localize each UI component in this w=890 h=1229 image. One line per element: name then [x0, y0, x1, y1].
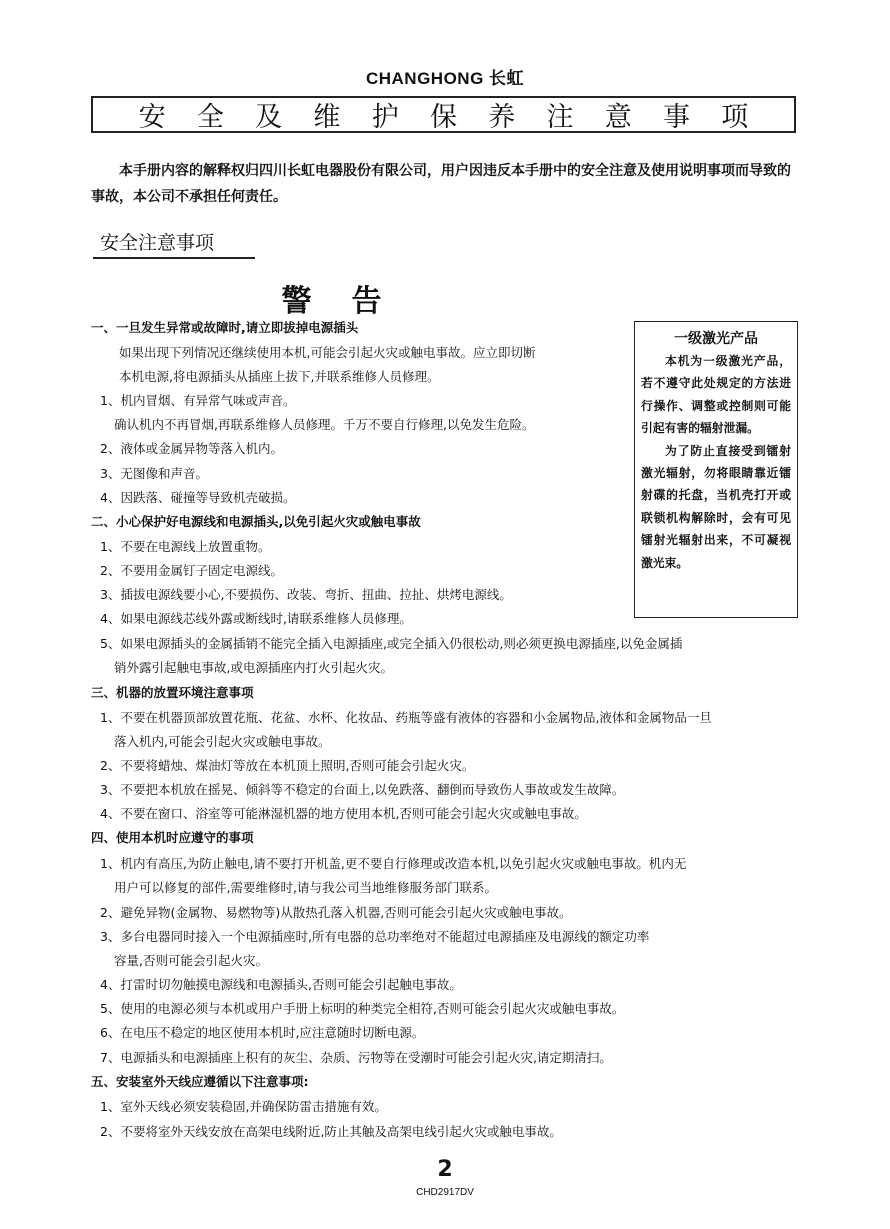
- list-item: 1、机内冒烟、有异常气味或声音。: [100, 393, 296, 408]
- title-char: 维: [313, 102, 341, 133]
- laser-notice-paragraph: 为了防止直接受到镭射激光辐射，勿将眼睛靠近镭射碟的托盘，当机壳打开或联锁机构解除时，会有可见镭射光辐射出来，不可凝视激光束。: [641, 443, 791, 570]
- list-item: 2、不要用金属钉子固定电源线。: [100, 563, 283, 578]
- title-char: 及: [255, 102, 283, 133]
- list-item: 4、如果电源线芯线外露或断线时,请联系维修人员修理。: [100, 611, 412, 626]
- title-char: 意: [604, 102, 632, 133]
- list-item: 3、插拔电源线要小心,不要损伤、改装、弯折、扭曲、拉扯、烘烤电源线。: [100, 587, 512, 602]
- list-item: 1、不要在机器顶部放置花瓶、花盆、水杯、化妆品、药瓶等盛有液体的容器和小金属物品,液体和金属物品一旦: [100, 710, 712, 725]
- page-number: 2: [437, 1157, 453, 1182]
- title-char: 保: [429, 102, 457, 133]
- laser-notice-paragraph: 本机为一级激光产品，若不遵守此处规定的方法进行操作、调整或控制则可能引起有害的辐射泄漏。: [641, 354, 791, 436]
- list-item: 5、使用的电源必须与本机或用户手册上标明的种类完全相符,否则可能会引起火灾或触电事故。: [100, 1001, 625, 1016]
- heading-4: 四、使用本机时应遵守的事项: [91, 830, 254, 845]
- section-underline: [93, 257, 255, 259]
- title-char: 事: [663, 102, 691, 133]
- brand-logo: CHANGHONG 长虹: [365, 69, 525, 88]
- list-item: 4、打雷时切勿触摸电源线和电源插头,否则可能会引起触电事故。: [100, 977, 462, 992]
- body-line: 本机电源,将电源插头从插座上拔下,并联系维修人员修理。: [119, 369, 440, 384]
- title-char: 全: [196, 102, 224, 133]
- list-item: 2、液体或金属异物等落入机内。: [100, 441, 283, 456]
- list-item: 3、多台电器同时接入一个电源插座时,所有电器的总功率绝对不能超过电源插座及电源线的额定功率: [100, 929, 650, 944]
- laser-notice-title: 一级激光产品: [674, 331, 758, 347]
- body-line: 如果出现下列情况还继续使用本机,可能会引起火灾或触电事故。应立即切断: [119, 345, 536, 360]
- list-item: 3、不要把本机放在摇晃、倾斜等不稳定的台面上,以免跌落、翻倒而导致伤人事故或发生故障。: [100, 782, 625, 797]
- body-line: 用户可以修复的部件,需要维修时,请与我公司当地维修服务部门联系。: [114, 880, 497, 895]
- title-char: 养: [488, 102, 516, 133]
- list-item: 4、因跌落、碰撞等导致机壳破损。: [100, 490, 296, 505]
- body-line: 落入机内,可能会引起火灾或触电事故。: [114, 734, 331, 749]
- list-item: 1、不要在电源线上放置重物。: [100, 539, 271, 554]
- list-item: 5、如果电源插头的金属插销不能完全插入电源插座,或完全插入仍很松动,则必须更换电源插座,以免金属插: [100, 636, 683, 651]
- page-title: [91, 96, 796, 133]
- heading-2: 二、小心保护好电源线和电源插头,以免引起火灾或触电事故: [91, 514, 421, 529]
- title-char: 项: [721, 102, 749, 133]
- section-heading: 安全注意事项: [100, 232, 215, 254]
- title-char: 注: [546, 102, 574, 133]
- laser-product-notice: [634, 321, 798, 618]
- warning-heading: 警告: [281, 284, 422, 319]
- list-item: 6、在电压不稳定的地区使用本机时,应注意随时切断电源。: [100, 1025, 425, 1040]
- model-code: CHD2917DV: [416, 1187, 474, 1198]
- list-item: 4、不要在窗口、浴室等可能淋湿机器的地方使用本机,否则可能会引起火灾或触电事故。: [100, 806, 587, 821]
- body-line: 容量,否则可能会引起火灾。: [114, 953, 268, 968]
- intro-disclaimer: 本手册内容的解释权归四川长虹电器股份有限公司，用户因违反本手册中的安全注意及使用说明事项而导致的事故，本公司不承担任何责任。: [91, 163, 791, 205]
- list-item: 2、不要将蜡烛、煤油灯等放在本机顶上照明,否则可能会引起火灾。: [100, 758, 475, 773]
- body-line: 确认机内不再冒烟,再联系维修人员修理。千万不要自行修理,以免发生危险。: [114, 417, 535, 432]
- title-char: 护: [371, 102, 399, 133]
- heading-5: 五、安装室外天线应遵循以下注意事项:: [91, 1074, 309, 1089]
- list-item: 1、室外天线必须安装稳固,并确保防雷击措施有效。: [100, 1099, 387, 1114]
- body-line: 销外露引起触电事故,或电源插座内打火引起火灾。: [114, 660, 393, 675]
- heading-1: 一、一旦发生异常或故障时,请立即拔掉电源插头: [91, 320, 359, 335]
- heading-3: 三、机器的放置环境注意事项: [91, 685, 254, 700]
- list-item: 7、电源插头和电源插座上积有的灰尘、杂质、污物等在受潮时可能会引起火灾,请定期清扫。: [100, 1050, 612, 1065]
- list-item: 3、无图像和声音。: [100, 466, 208, 481]
- title-char: 安: [138, 102, 166, 133]
- list-item: 1、机内有高压,为防止触电,请不要打开机盖,更不要自行修理或改造本机,以免引起火灾或触电事故。机内无: [100, 856, 687, 871]
- list-item: 2、不要将室外天线安放在高架电线附近,防止其触及高架电线引起火灾或触电事故。: [100, 1124, 562, 1139]
- list-item: 2、避免异物(金属物、易燃物等)从散热孔落入机器,否则可能会引起火灾或触电事故。: [100, 905, 572, 920]
